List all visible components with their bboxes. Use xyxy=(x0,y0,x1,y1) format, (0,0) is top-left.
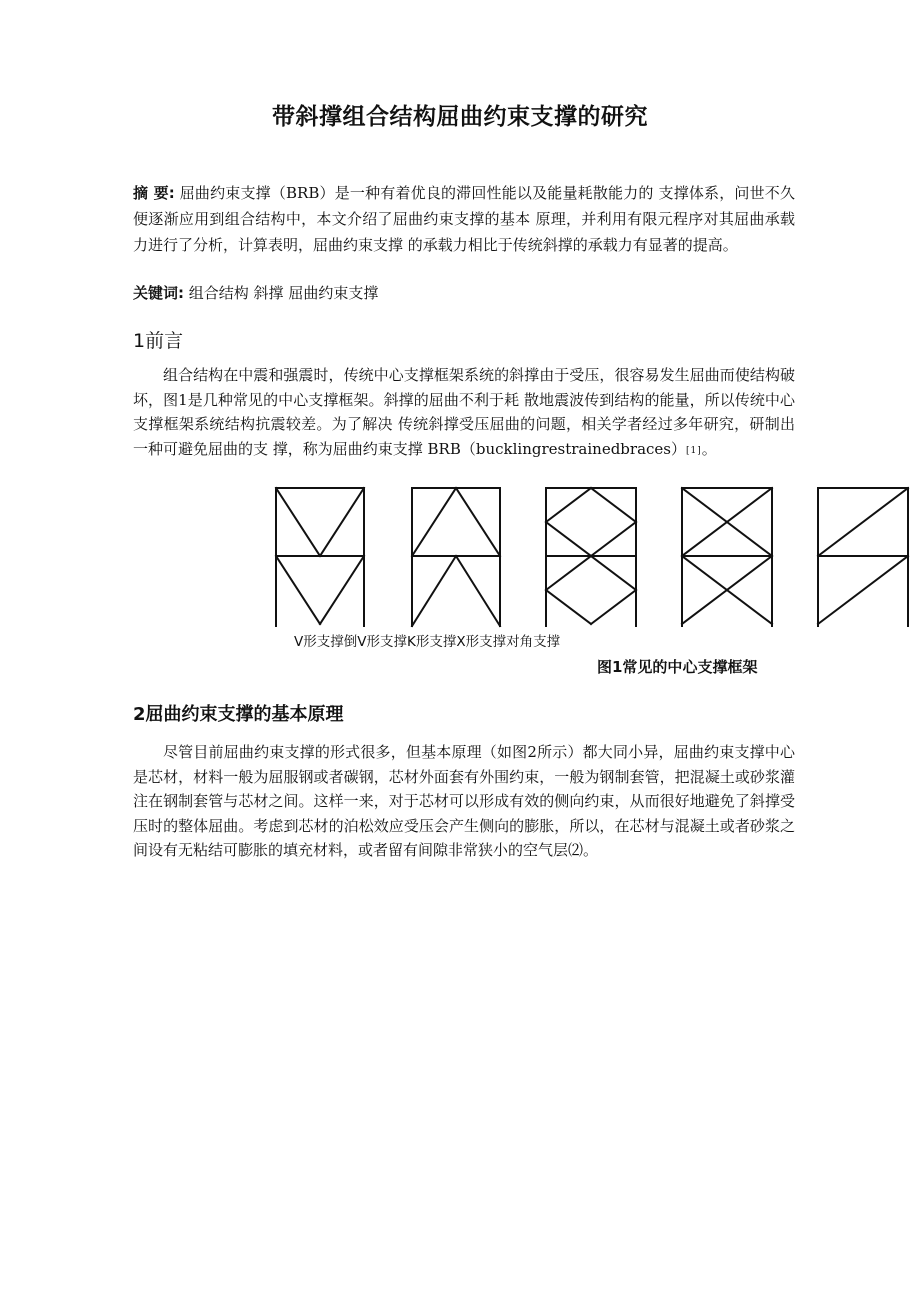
abstract-label: 摘 要: xyxy=(133,184,175,202)
abstract-text: 屈曲约束支撑（BRB）是一种有着优良的滞回性能以及能量耗散能力的 支撑体系，问世不久便逐渐应用到组合结构中，本文介绍了屈曲约束支撑的基本 原理，并利用有限元程序对其屈曲承载力进行了分析，计算表明，屈曲约束支撑 的承载力相比于传统斜撑的承载力有显著的提高。 xyxy=(133,184,795,254)
abstract xyxy=(133,180,795,258)
frame-k-brace xyxy=(546,488,636,626)
figure-1-frame-labels: V形支撑倒V形支撑K形支撑X形支撑对角支撑 xyxy=(294,634,561,650)
figure-1-caption: 图1常见的中心支撑框架 xyxy=(597,658,758,676)
keywords-text: 组合结构 斜撑 屈曲约束支撑 xyxy=(188,284,379,302)
sentence-end: 。 xyxy=(701,439,717,458)
section-1-paragraph xyxy=(133,363,795,463)
section-1-heading: 1前言 xyxy=(133,330,184,352)
frame-v-brace xyxy=(276,488,364,626)
keywords-label: 关键词: xyxy=(133,284,184,302)
bracing-frames-figure xyxy=(274,486,914,628)
frame-x-brace xyxy=(682,488,772,626)
keywords xyxy=(133,281,795,305)
section-2-paragraph: 尽管目前屈曲约束支撑的形式很多，但基本原理（如图2所示）都大同小异，屈曲约束支撑中心是芯材，材料一般为屈服钢或者碳钢，芯材外面套有外围约束，一般为钢制套管，把混凝土或砂浆灌注在钢制套管与芯材之间。这样一来，对于芯材可以形成有效的侧向约束，从而很好地避免了斜撑受压时的整体屈曲。考虑到芯材的泊松效应受压会产生侧向的膨胀，所以，在芯材与混凝土或者砂浆之间设有无粘结可膨胀的填充材料，或者留有间隙非常狭小的空气层⑵。 xyxy=(133,743,795,859)
frame-inverted-v-brace xyxy=(412,488,500,626)
citation-1[interactable]: [1] xyxy=(686,445,702,456)
frame-diagonal-brace xyxy=(818,488,908,626)
section-1-text: 组合结构在中震和强震时，传统中心支撑框架系统的斜撑由于受压，很容易发生屈曲而使结构破坏，图1是几种常见的中心支撑框架。斜撑的屈曲不利于耗 散地震波传到结构的能量，所以传统中心支撑框架系统结构抗震较差。为了解决 传统斜撑受压屈曲的问题，相关学者经过多年研究，研制出一种可避免屈曲的支 撑，称为屈曲约束支撑 BRB（bucklingrestrainedbraces） xyxy=(133,366,795,458)
section-2-heading: 2屈曲约束支撑的基本原理 xyxy=(133,704,344,725)
paper-title: 带斜撑组合结构屈曲约束支撑的研究 xyxy=(272,104,648,130)
